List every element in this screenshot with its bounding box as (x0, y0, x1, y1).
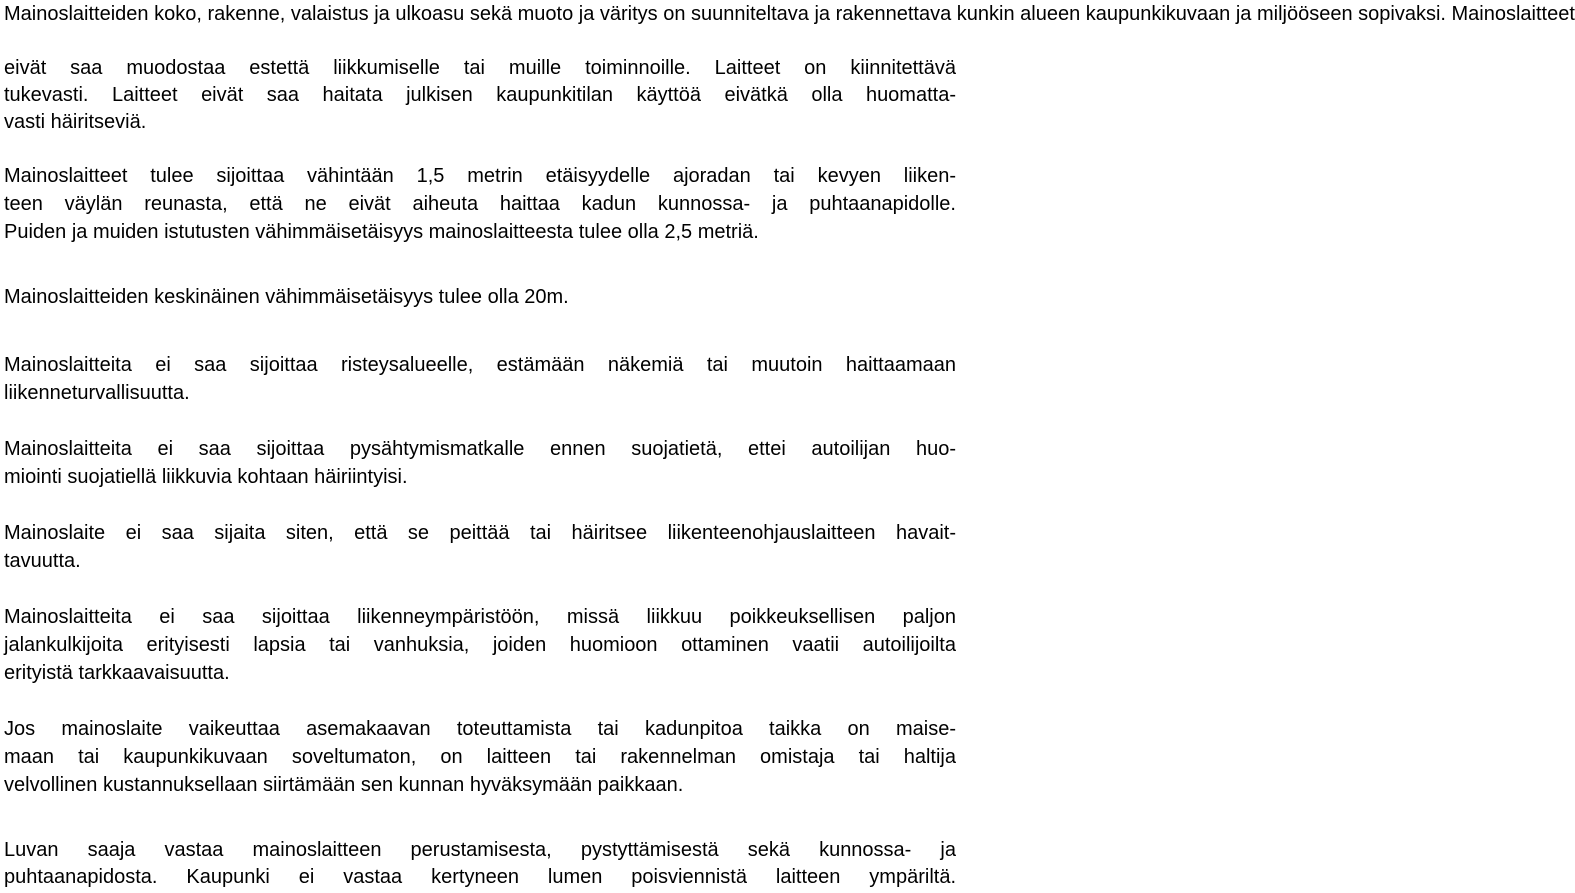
paragraph-6-line-2: tavuutta. (4, 550, 81, 572)
paragraph-1-line-3: tukevasti. Laitteet eivät saa haitata julkisen kaupunkitilan käyttöä eivätkä olla huomatta- (4, 84, 956, 106)
paragraph-7-line-3: erityistä tarkkaavaisuutta. (4, 662, 230, 684)
paragraph-1-line-1: Mainoslaitteiden koko, rakenne, valaistus ja ulkoasu sekä muoto ja väritys on suunniteltava ja rakennettava kunkin alueen kaupunkikuvaan ja miljööseen sopivaksi. Mainoslaitteet (4, 3, 1575, 25)
paragraph-1-line-2: eivät saa muodostaa estettä liikkumiselle tai muille toiminnoille. Laitteet on kiinnitettävä (4, 57, 956, 79)
paragraph-7-line-2: jalankulkijoita erityisesti lapsia tai vanhuksia, joiden huomioon ottaminen vaatii autoilijoilta (4, 634, 956, 656)
paragraph-8-line-1: Jos mainoslaite vaikeuttaa asemakaavan toteuttamista tai kadunpitoa taikka on maise- (4, 718, 956, 740)
paragraph-4-line-1: Mainoslaitteita ei saa sijoittaa risteysalueelle, estämään näkemiä tai muutoin haittaamaan (4, 354, 956, 376)
paragraph-9-line-2: puhtaanapidosta. Kaupunki ei vastaa kertyneen lumen poisviennistä laitteen ympäriltä. (4, 866, 956, 888)
paragraph-7-line-1: Mainoslaitteita ei saa sijoittaa liikenneympäristöön, missä liikkuu poikkeuksellisen paljon (4, 606, 956, 628)
paragraph-5-line-1: Mainoslaitteita ei saa sijoittaa pysähtymismatkalle ennen suojatietä, ettei autoilijan huo- (4, 438, 956, 460)
paragraph-2-line-3: Puiden ja muiden istutusten vähimmäisetäisyys mainoslaitteesta tulee olla 2,5 metriä. (4, 221, 759, 243)
paragraph-5-line-2: miointi suojatiellä liikkuvia kohtaan häiriintyisi. (4, 466, 408, 488)
paragraph-2-line-1: Mainoslaitteet tulee sijoittaa vähintään 1,5 metrin etäisyydelle ajoradan tai kevyen liiken- (4, 165, 956, 187)
paragraph-9-line-1: Luvan saaja vastaa mainoslaitteen perustamisesta, pystyttämisestä sekä kunnossa- ja (4, 839, 956, 861)
paragraph-4-line-2: liikenneturvallisuutta. (4, 382, 190, 404)
paragraph-3-line-1: Mainoslaitteiden keskinäinen vähimmäisetäisyys tulee olla 20m. (4, 286, 569, 308)
paragraph-8-line-3: velvollinen kustannuksellaan siirtämään sen kunnan hyväksymään paikkaan. (4, 774, 684, 796)
paragraph-8-line-2: maan tai kaupunkikuvaan soveltumaton, on laitteen tai rakennelman omistaja tai haltija (4, 746, 956, 768)
paragraph-1-line-4: vasti häiritseviä. (4, 111, 147, 133)
paragraph-6-line-1: Mainoslaite ei saa sijaita siten, että se peittää tai häiritsee liikenteenohjauslaitteen havait- (4, 522, 956, 544)
paragraph-2-line-2: teen väylän reunasta, että ne eivät aiheuta haittaa kadun kunnossa- ja puhtaanapidolle. (4, 193, 956, 215)
